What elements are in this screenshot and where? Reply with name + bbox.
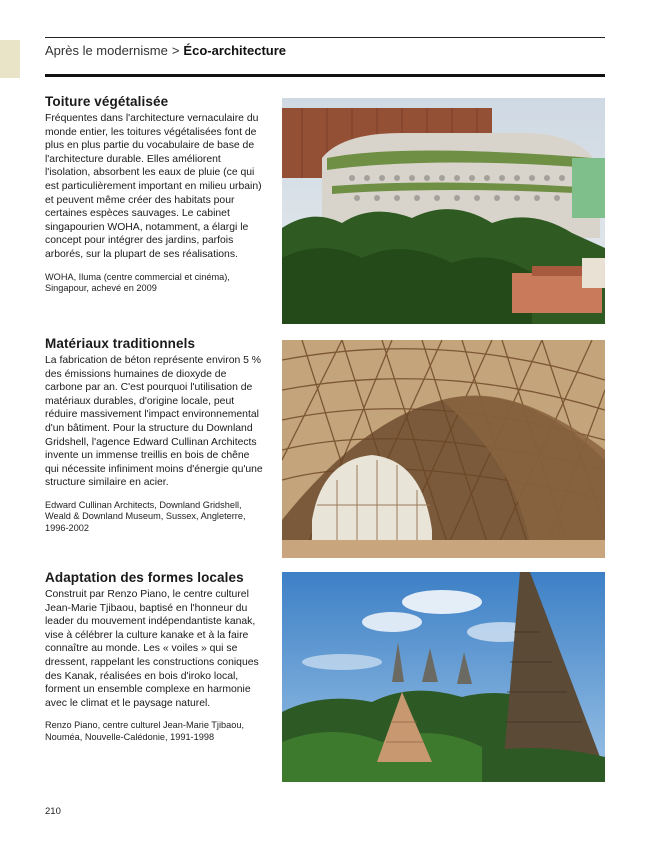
header-divider (45, 74, 605, 77)
page-number: 210 (45, 806, 61, 817)
section-heading: Toiture végétalisée (45, 94, 169, 109)
section-body: Fréquentes dans l'architecture vernaculaire du monde entier, les toitures végétalisées font de plus en plus partie du vocabulaire de base de l'architecture durable. Elles améliorent l'isolation, absorbent les eaux de pluie (ce qui est particulièrement important en milieu urbain) et peuvent même créer des habitats pour certaines espèces sauvages. Le cabinet singapourien WOHA, notamment, a élargi le concept pour intégrer des jardins, parfois arborés, sur la plupart de ses réalisations. (45, 113, 262, 260)
image-caption: Renzo Piano, centre culturel Jean-Marie Tjibaou, Nouméa, Nouvelle-Calédonie, 1991-1998 (45, 720, 244, 742)
section-heading: Matériaux traditionnels (45, 336, 196, 351)
section-body: Construit par Renzo Piano, le centre culturel Jean-Marie Tjibaou, baptisé en l'honneur du leader du mouvement indépendantiste kanak, vise à célébrer la culture kanake et à la faire connaître au monde. Les « voiles » qui se dressent, rappelant les constructions coniques des Kanak, réalisées en bois d'iroko local, forment un ensemble complexe en harmonie avec le climat et le paysage naturel. (45, 589, 259, 709)
image-caption: WOHA, Iluma (centre commercial et cinéma), Singapour, achevé en 2009 (45, 271, 230, 294)
photo-green-roof (282, 98, 605, 324)
photo-kanak-huts (282, 572, 605, 782)
top-divider (45, 37, 605, 38)
breadcrumb-current: Éco-architecture (183, 43, 287, 58)
photo-gridshell (282, 340, 605, 558)
section-heading: Adaptation des formes locales (45, 570, 244, 585)
section-text (45, 336, 265, 534)
breadcrumb (45, 43, 286, 58)
section-text (45, 94, 265, 295)
image-caption: Edward Cullinan Architects, Downland Gridshell, Weald & Downland Museum, Sussex, Angleterre, 1996-2002 (45, 499, 246, 533)
section-body: La fabrication de béton représente environ 5 % des émissions humaines de dioxyde de carbone par an. C'est pourquoi l'utilisation de matériaux durables, d'origine locale, peut réduire massivement l'impact environnemental d'un bâtiment. Pour la structure du Downland Gridshell, l'agence Edward Cullinan Architects invente un immense treillis en bois de chêne qui nécessite infiniment moins d'énergie qu'une structure similaire en acier. (45, 355, 263, 489)
breadcrumb-parent: Après le modernisme (45, 43, 168, 58)
breadcrumb-separator: > (171, 43, 180, 58)
section-text (45, 570, 265, 743)
chapter-tab (0, 40, 20, 78)
